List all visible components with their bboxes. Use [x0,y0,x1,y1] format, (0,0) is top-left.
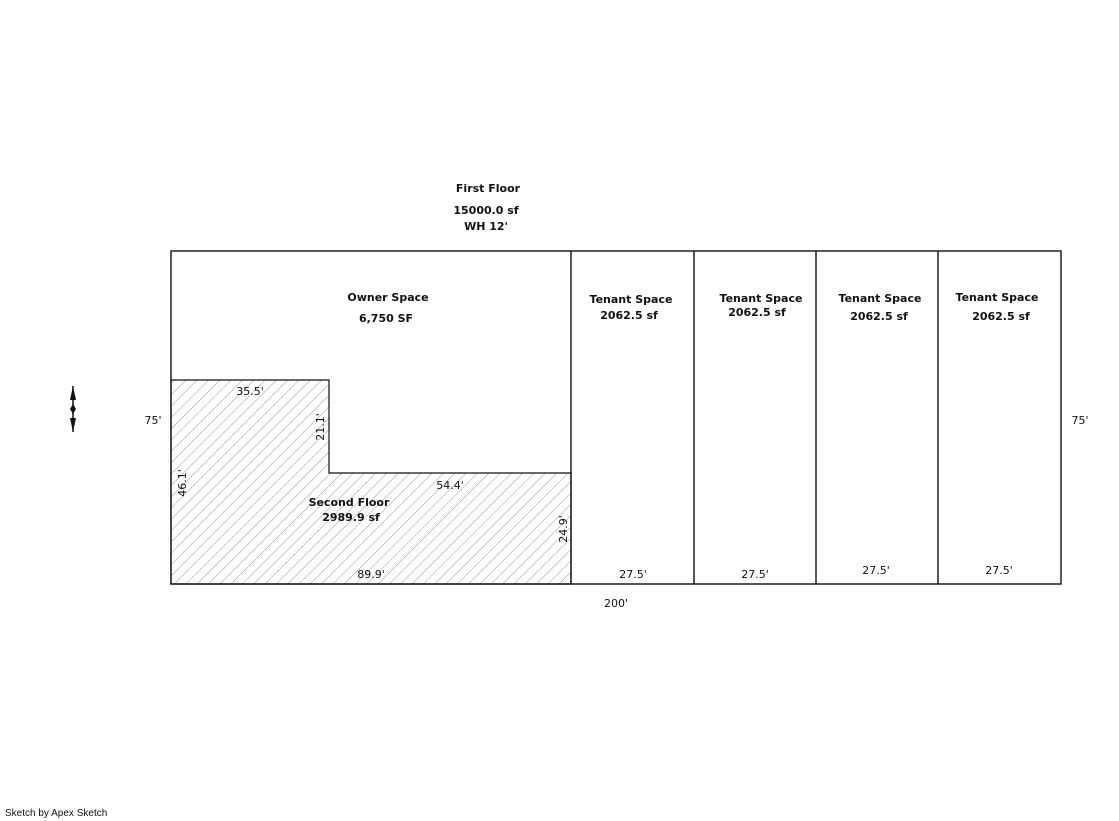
second-floor-area: 2989.9 sf [322,511,380,524]
tenant-2-area: 2062.5 sf [728,306,786,319]
tenant-4-title: Tenant Space [955,291,1039,304]
second-floor-dim-left: 46.1' [176,469,189,497]
tenant-1-width: 27.5' [619,568,647,581]
tenant-4-width: 27.5' [985,564,1013,577]
second-floor-area [171,380,571,584]
tenant-3-width: 27.5' [862,564,890,577]
tenant-4-area: 2062.5 sf [972,310,1030,323]
second-floor-dim-inner-vertical: 21.1' [314,413,327,441]
second-floor-dim-top: 35.5' [236,385,264,398]
tenant-3-title: Tenant Space [838,292,922,305]
second-floor-dim-mid-horizontal: 54.4' [436,479,464,492]
first-floor-wall-height: WH 12' [464,220,508,233]
first-floor-area: 15000.0 sf [453,204,519,217]
overall-dim-right: 75' [1071,414,1089,427]
tenant-3-area: 2062.5 sf [850,310,908,323]
sketch-credit: Sketch by Apex Sketch [5,808,108,819]
owner-space-area: 6,750 SF [358,312,414,325]
second-floor-dim-right: 24.9' [557,515,570,543]
second-floor-title: Second Floor [308,496,390,509]
overall-dim-left: 75' [144,414,162,427]
tenant-1-title: Tenant Space [589,293,673,306]
north-arrow-icon [70,386,76,432]
overall-dim-bottom: 200' [603,597,629,610]
second-floor-dim-bottom: 89.9' [357,568,385,581]
tenant-2-title: Tenant Space [719,292,803,305]
tenant-2-width: 27.5' [741,568,769,581]
first-floor-title: First Floor [455,182,521,195]
owner-space-title: Owner Space [347,291,429,304]
tenant-1-area: 2062.5 sf [600,309,658,322]
